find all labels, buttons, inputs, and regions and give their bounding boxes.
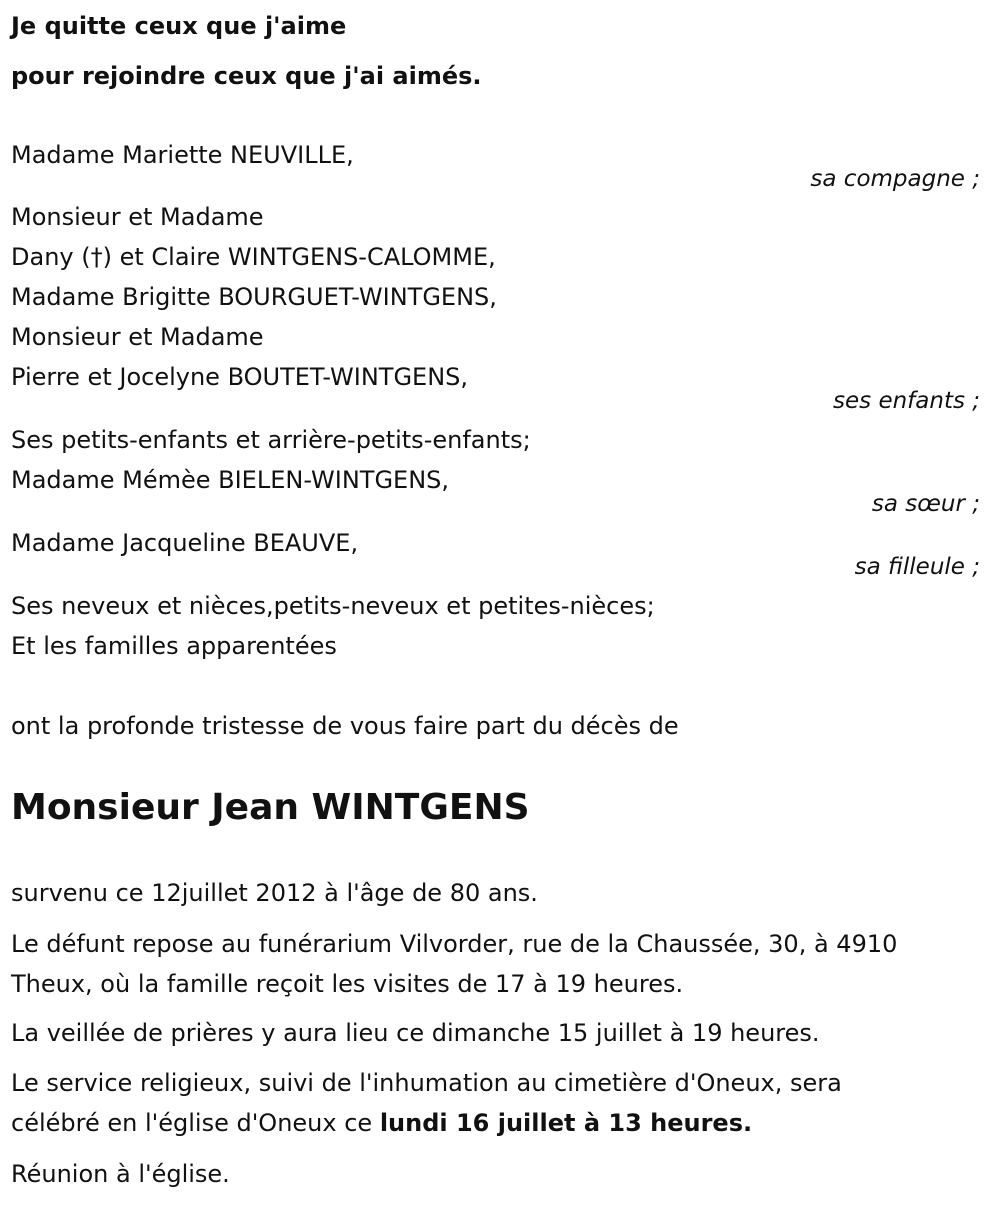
epigraph-line-1: Je quitte ceux que j'aime [11, 12, 347, 40]
death-date-line: survenu ce 12juillet 2012 à l'âge de 80 ans. [11, 879, 538, 907]
repose-line-1: Le défunt repose au funérarium Vilvorder, rue de la Chaussée, 30, à 4910 [11, 930, 898, 958]
repose-line-2: Theux, où la famille reçoit les visites de 17 à 19 heures. [11, 970, 684, 998]
relatives-line: Et les familles apparentées [11, 632, 337, 660]
announcement-line: ont la profonde tristesse de vous faire part du décès de [11, 712, 679, 740]
epigraph-line-2: pour rejoindre ceux que j'ai aimés. [11, 62, 482, 90]
goddaughter-name: Madame Jacqueline BEAUVE, [11, 529, 359, 557]
companion-role: sa compagne ; [810, 166, 980, 192]
sister-role: sa sœur ; [871, 491, 980, 517]
children-line-4: Monsieur et Madame [11, 323, 264, 351]
meeting-line: Réunion à l'église. [11, 1160, 230, 1188]
companion-name: Madame Mariette NEUVILLE, [11, 141, 354, 169]
vigil-line: La veillée de prières y aura lieu ce dimanche 15 juillet à 19 heures. [11, 1019, 820, 1047]
service-line-1: Le service religieux, suivi de l'inhumation au cimetière d'Oneux, sera [11, 1069, 842, 1097]
nephews-line: Ses neveux et nièces,petits-neveux et petites-nièces; [11, 592, 655, 620]
service-line-2 [11, 1108, 752, 1138]
children-line-3: Madame Brigitte BOURGUET-WINTGENS, [11, 283, 497, 311]
deceased-name: Monsieur Jean WINTGENS [11, 787, 530, 828]
sister-name: Madame Mémèe BIELEN-WINTGENS, [11, 466, 450, 494]
service-text: célébré en l'église d'Oneux ce [11, 1109, 380, 1137]
children-role: ses enfants ; [833, 388, 980, 414]
service-date-time: lundi 16 juillet à 13 heures. [379, 1109, 753, 1137]
children-line-2: Dany (†) et Claire WINTGENS-CALOMME, [11, 243, 496, 271]
children-line-5: Pierre et Jocelyne BOUTET-WINTGENS, [11, 363, 469, 391]
grandchildren-line: Ses petits-enfants et arrière-petits-enfants; [11, 426, 531, 454]
goddaughter-role: sa filleule ; [854, 554, 980, 580]
children-line-1: Monsieur et Madame [11, 203, 264, 231]
